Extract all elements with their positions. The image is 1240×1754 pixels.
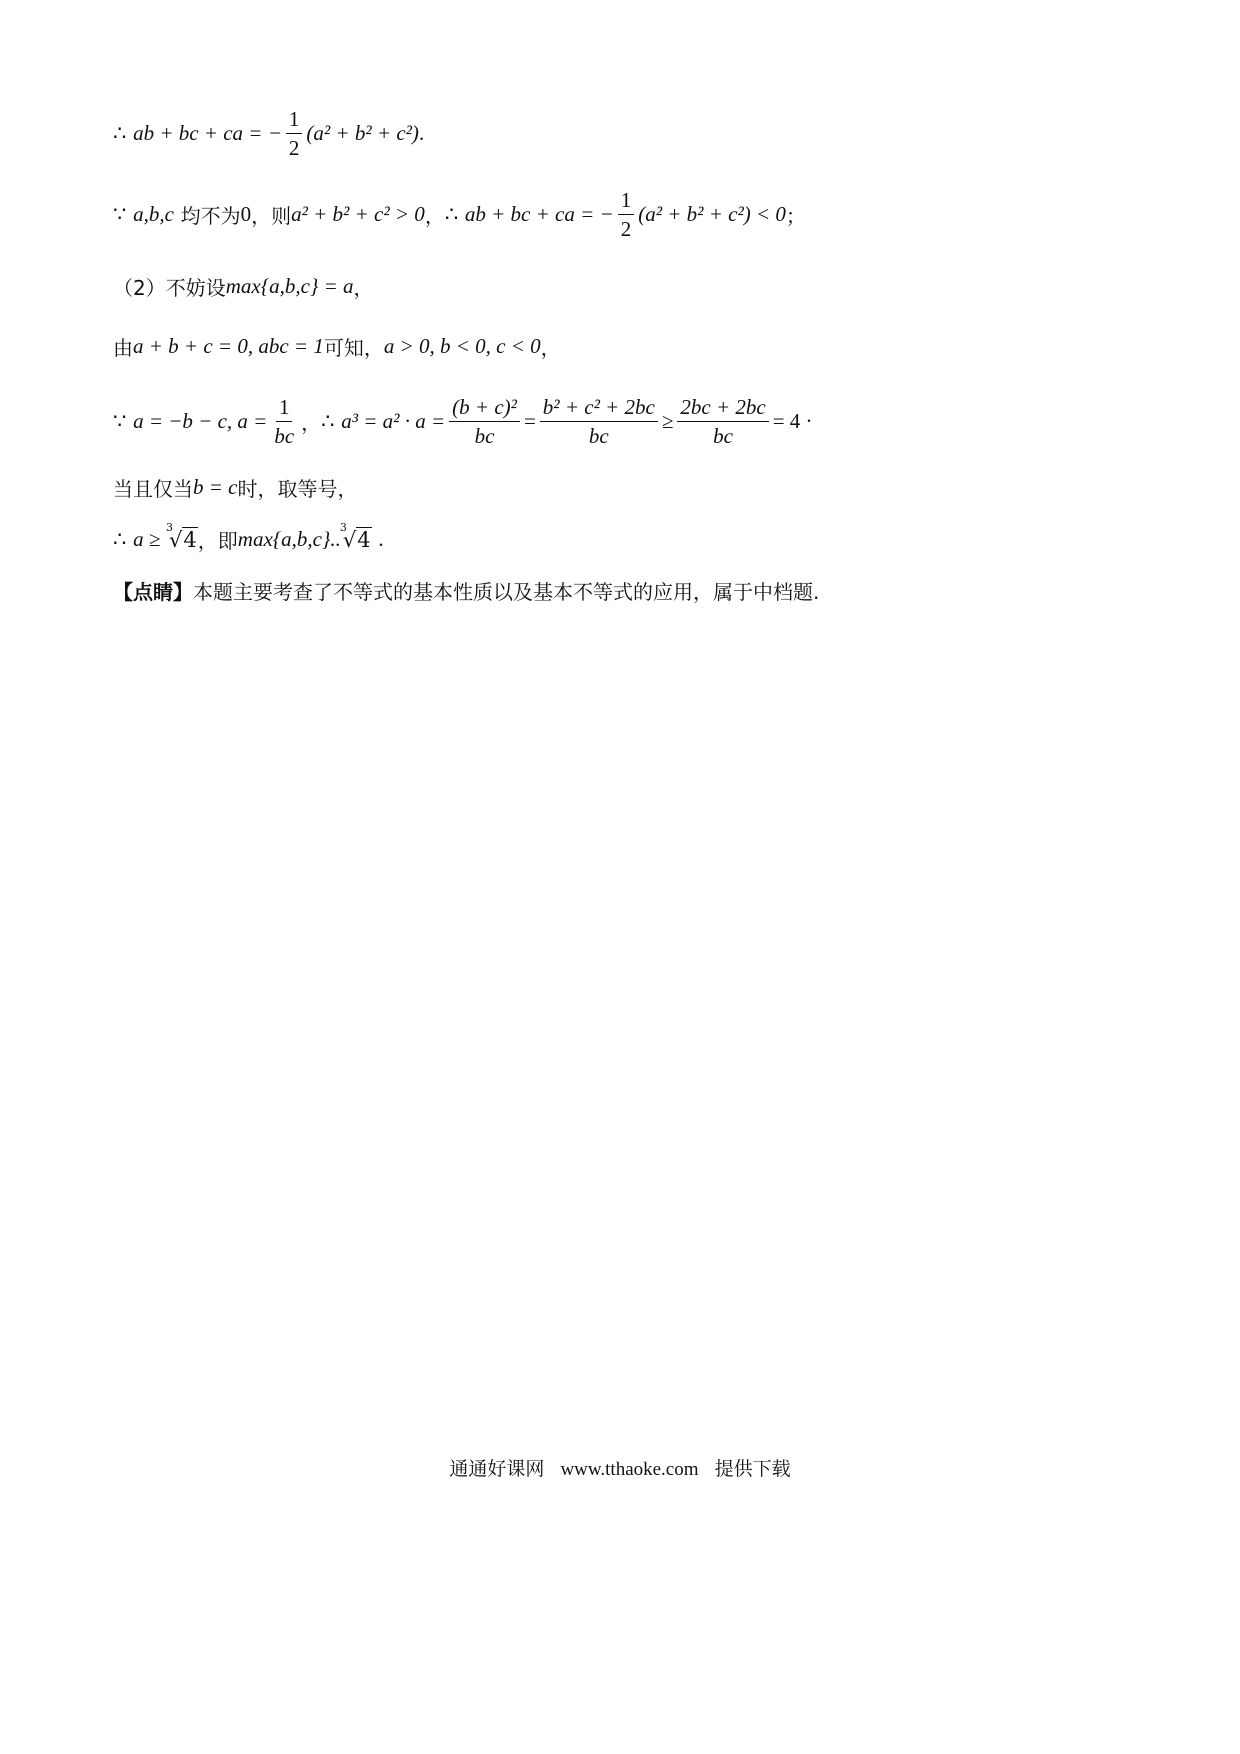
part-2-label: （2）不妨设: [113, 276, 226, 300]
fraction-half: [618, 188, 635, 241]
fraction-numerator: 1: [286, 107, 303, 134]
fraction-denominator: 2: [620, 217, 632, 242]
text-then: ，则: [251, 204, 292, 229]
text-namely: ，即: [197, 529, 238, 553]
comment-line: [113, 576, 819, 605]
equation-rhs: (a² + b² + c²) < 0: [638, 202, 786, 227]
variables-abc: a,b,c: [133, 202, 174, 227]
comment-tag: 【点睛】: [113, 580, 193, 604]
period: .: [418, 121, 425, 146]
text-known: 可知，: [323, 336, 384, 360]
footer-site-name: 通通好课网: [449, 1458, 545, 1480]
equality-condition-line: [113, 473, 358, 502]
fraction-half: [286, 107, 303, 160]
fraction-numerator: b² + c² + 2bc: [540, 395, 658, 422]
zero-value: 0: [240, 202, 252, 227]
period: .: [378, 527, 384, 551]
equals-four: = 4 ·: [772, 409, 813, 434]
equality-condition: b = c: [193, 475, 238, 499]
fraction-denominator: 2: [288, 136, 300, 161]
because-symbol: ∵: [113, 409, 127, 434]
root-radicand: 4: [183, 527, 197, 552]
separator: ，: [301, 411, 322, 436]
fraction-denominator: bc: [474, 424, 495, 449]
fraction-numerator: 2bc + 2bc: [677, 395, 768, 422]
fraction-denominator: bc: [274, 424, 295, 449]
footer-text: 提供下载: [714, 1458, 791, 1480]
equation-lhs: ab + bc + ca = −: [133, 121, 282, 146]
fraction-one-over-bc: [271, 395, 297, 448]
max-expression: max{a,b,c} = a: [225, 274, 354, 298]
text-not-zero: 均不为: [180, 204, 241, 229]
cube-root-four: 3 √4: [166, 520, 197, 552]
therefore-symbol: ∴: [113, 527, 127, 551]
fraction-b-plus-c-squared: [449, 395, 520, 448]
equation-lhs: ab + bc + ca = −: [464, 202, 614, 227]
fraction-numerator: 1: [618, 188, 635, 215]
comma: ，: [353, 276, 374, 300]
separator: ，: [424, 204, 445, 229]
comma: ，: [540, 336, 561, 360]
comment-text: 本题主要考查了不等式的基本性质以及基本不等式的应用，属于中档题.: [193, 580, 820, 604]
cube-root-four: 3 √4: [339, 520, 371, 552]
equation-line-1: [113, 107, 424, 160]
a-geq: a ≥: [133, 527, 161, 551]
sign-result: a > 0, b < 0, c < 0: [383, 334, 541, 358]
therefore-symbol: ∴: [113, 121, 127, 146]
root-index: 3: [166, 520, 174, 534]
text-equality-holds: 时，取等号，: [237, 477, 358, 501]
fraction-numerator: 1: [276, 395, 293, 422]
part-2-heading: [113, 272, 374, 301]
equation-rhs: (a² + b² + c²): [306, 121, 419, 146]
inequality-positive: a² + b² + c² > 0: [291, 202, 425, 227]
equation-line-2: [113, 188, 806, 241]
fraction-expanded: [540, 395, 658, 448]
because-symbol: ∵: [113, 202, 127, 227]
geq-sign: ≥: [661, 409, 674, 434]
equation-line-5: [113, 395, 813, 448]
equals-sign: =: [523, 409, 536, 434]
therefore-symbol: ∴: [321, 409, 335, 434]
expression-a-cubed: a³ = a² · a =: [341, 409, 446, 434]
conclusion-line: [113, 520, 384, 554]
semicolon: ；: [785, 204, 806, 229]
root-radicand: 4: [357, 527, 371, 552]
fraction-denominator: bc: [588, 424, 609, 449]
root-index: 3: [339, 520, 347, 534]
given-condition: a + b + c = 0, abc = 1: [133, 334, 324, 358]
text-iff: 当且仅当: [113, 477, 193, 501]
therefore-symbol: ∴: [444, 202, 459, 227]
max-expression: max{a,b,c}..: [237, 527, 341, 551]
text-from: 由: [113, 336, 133, 360]
fraction-numerator: (b + c)²: [449, 395, 520, 422]
condition-line: [113, 332, 561, 361]
page-footer: [0, 1454, 1240, 1481]
fraction-lower-bound: [677, 395, 768, 448]
expression-a: a = −b − c, a =: [133, 409, 268, 434]
fraction-denominator: bc: [713, 424, 733, 449]
footer-url: www.tthaoke.com: [560, 1459, 699, 1480]
